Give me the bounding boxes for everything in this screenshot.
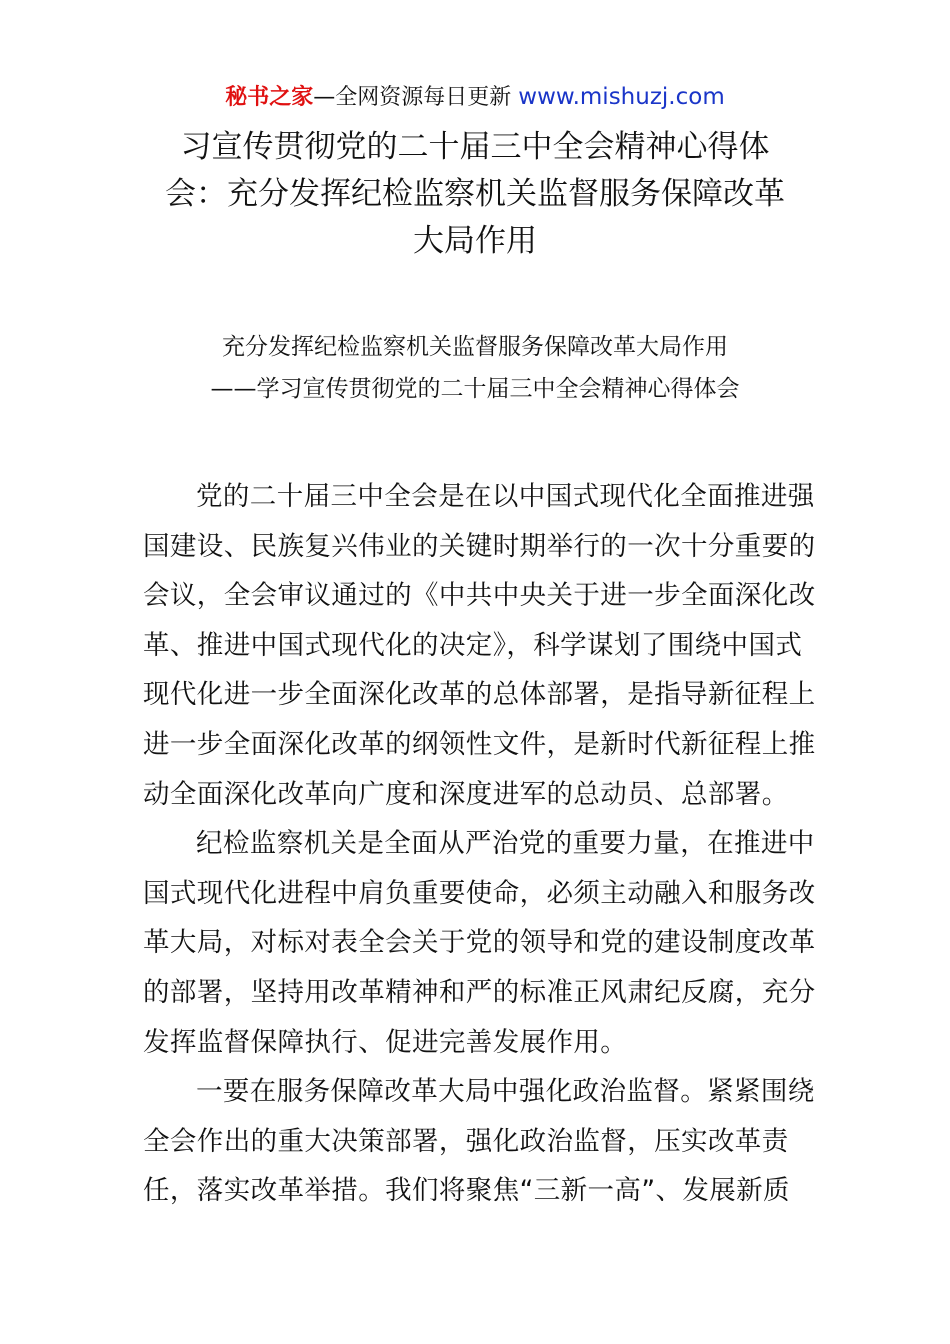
- title-line: 习宣传贯彻党的二十届三中全会精神心得体: [180, 129, 770, 165]
- text-line: 国建设、民族复兴伟业的关键时期举行的一次十分重要的: [143, 530, 816, 562]
- text-line: 革大局，对标对表全会关于党的领导和党的建设制度改革: [143, 927, 816, 959]
- text-line: 进一步全面深化改革的纲领性文件，是新时代新征程上推: [143, 728, 816, 760]
- paragraph-1: [143, 472, 816, 819]
- site-header: [0, 80, 950, 115]
- text-line: 现代化进一步全面深化改革的总体部署，是指导新征程上: [143, 679, 816, 711]
- text-line: 会议，全会审议通过的《中共中央关于进一步全面深化改: [143, 580, 816, 612]
- text-line: 任，落实改革举措。我们将聚焦“三新一高”、发展新质: [143, 1175, 790, 1207]
- site-url-link[interactable]: www.mishuzj.com: [518, 84, 725, 110]
- subtitle-line: ——学习宣传贯彻党的二十届三中全会精神心得体会: [210, 376, 740, 402]
- document-title: [140, 124, 810, 265]
- text-line: 国式现代化进程中肩负重要使命，必须主动融入和服务改: [143, 877, 816, 909]
- text-line: 党的二十届三中全会是在以中国式现代化全面推进强: [196, 481, 815, 512]
- text-line: 纪检监察机关是全面从严治党的重要力量，在推进中: [196, 828, 815, 860]
- text-line: 动全面深化改革向广度和深度进军的总动员、总部署。: [143, 778, 789, 810]
- paragraph-3: [143, 1067, 815, 1216]
- site-tagline: —全网资源每日更新: [313, 85, 519, 110]
- text-line: 革、推进中国式现代化的决定》，科学谋划了围绕中国式: [143, 629, 803, 661]
- text-line: 发挥监督保障执行、促进完善发展作用。: [143, 1026, 628, 1058]
- document-body: [143, 472, 816, 1216]
- text-line: 的部署，坚持用改革精神和严的标准正风肃纪反腐，充分: [143, 976, 816, 1008]
- title-line: 会：充分发挥纪检监察机关监督服务保障改革: [165, 176, 785, 212]
- paragraph-2: [143, 819, 816, 1067]
- title-line: 大局作用: [413, 223, 537, 259]
- document-subtitle: [140, 326, 810, 410]
- subtitle-line: 充分发挥纪检监察机关监督服务保障改革大局作用: [222, 334, 728, 360]
- text-line: 全会作出的重大决策部署，强化政治监督，压实改革责: [143, 1125, 789, 1157]
- site-brand: 秘书之家: [225, 85, 314, 110]
- text-line: 一要在服务保障改革大局中强化政治监督。紧紧围绕: [196, 1076, 815, 1108]
